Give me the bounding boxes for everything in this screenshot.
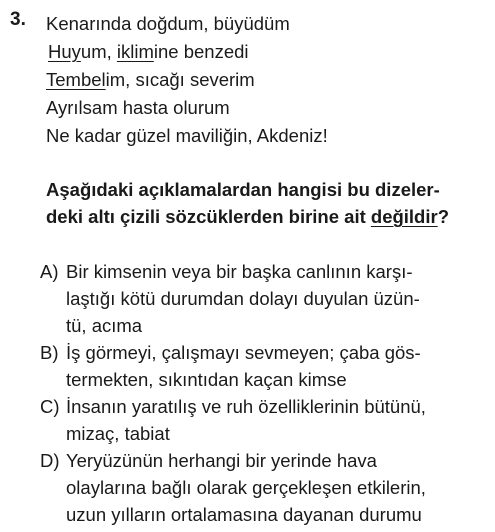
poem-line-2-part: um, — [80, 41, 117, 62]
poem-line-2-rest: ine benzedi — [153, 41, 249, 62]
poem-line-2 — [46, 38, 328, 66]
option-b-line-2: termekten, sıkıntıdan kaçan kimse — [66, 369, 347, 390]
option-d[interactable] — [40, 447, 490, 528]
poem-line-3 — [46, 66, 328, 94]
poem-line-1-text: Kenarında doğdum, büyüdüm — [46, 13, 290, 34]
option-b-line-1: İş görmeyi, çalışmayı sevmeyen; çaba gös- — [66, 342, 421, 363]
poem — [46, 10, 328, 150]
option-d-line-2: olaylarına bağlı olarak gerçekleşen etkilerin, — [66, 477, 426, 498]
prompt-line-1: Aşağıdaki açıklamalardan hangisi bu dizeler- — [46, 179, 440, 200]
poem-line-1 — [46, 10, 328, 38]
prompt-line-2 — [46, 203, 486, 230]
option-c-text — [40, 393, 490, 447]
option-a-line-3: tü, acıma — [66, 315, 143, 336]
poem-line-4 — [46, 94, 328, 122]
option-b-letter: B) — [40, 342, 59, 363]
option-d-text — [40, 447, 490, 528]
option-c-line-2: mizaç, tabiat — [66, 423, 170, 444]
prompt-line-2-text: deki altı çizili sözcüklerden birine ait — [46, 206, 371, 227]
option-c-letter: C) — [40, 396, 60, 417]
poem-line-3-rest: im, sıcağı severim — [105, 69, 255, 90]
option-d-letter: D) — [40, 450, 60, 471]
prompt-question-mark: ? — [437, 206, 450, 227]
option-a-line-2: laştığı kötü durumdan dolayı duyulan üzün- — [66, 288, 420, 309]
answer-options — [40, 258, 490, 528]
option-c-line-1: İnsanın yaratılış ve ruh özelliklerinin bütünü, — [66, 396, 426, 417]
poem-line-5 — [46, 122, 328, 150]
option-a[interactable] — [40, 258, 490, 339]
underlined-word-iklim: iklim — [116, 41, 154, 62]
option-c[interactable] — [40, 393, 490, 447]
prompt-emphasis-degildir: değildir — [370, 206, 438, 227]
question-prompt — [46, 176, 486, 230]
option-b[interactable] — [40, 339, 490, 393]
question-number: 3. — [10, 9, 26, 30]
option-d-line-3: uzun yılların ortalamasına dayanan durumu — [66, 504, 422, 525]
poem-line-5-text: Ne kadar güzel maviliğin, Akdeniz! — [46, 125, 328, 146]
option-b-text — [40, 339, 490, 393]
underlined-word-tembel: Tembel — [46, 69, 106, 90]
underlined-word-huy: Huy — [48, 41, 81, 62]
option-a-letter: A) — [40, 261, 59, 282]
option-d-line-1: Yeryüzünün herhangi bir yerinde hava — [66, 450, 377, 471]
option-a-text — [40, 258, 490, 339]
option-a-line-1: Bir kimsenin veya bir başka canlının karşı- — [66, 261, 413, 282]
poem-line-4-text: Ayrılsam hasta olurum — [46, 97, 230, 118]
